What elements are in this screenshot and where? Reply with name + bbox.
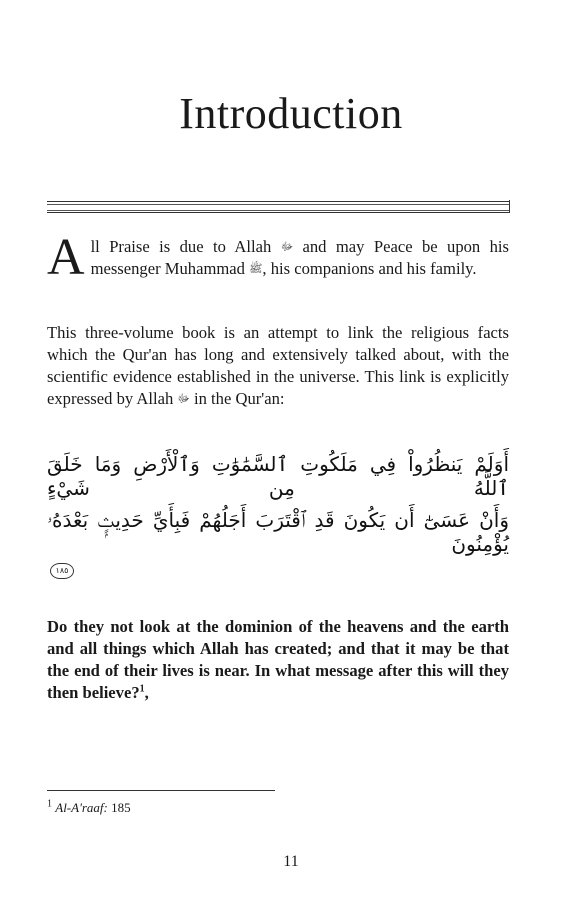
intro-text-b: and may Peace be upon his messenger Muhammad [90, 237, 509, 278]
footnote-reference[interactable]: 1 [139, 683, 145, 695]
verse-number-marker: ١٨٥ [50, 563, 74, 579]
decorative-rule-endcap [509, 200, 511, 213]
footnote [47, 800, 131, 816]
translation-trail: , [144, 683, 149, 702]
honorific-glyph-allah: ﷻ [280, 241, 294, 253]
drop-cap: A [47, 229, 85, 286]
intro-paragraph [47, 229, 509, 286]
arabic-verse-line-1: أَوَلَمْ يَنظُرُواْ فِي مَلَكُوتِ ٱلسَّمَٰوَٰتِ وَٱلْأَرْضِ وَمَا خَلَقَ ٱللَّهُ مِن شَيْءٍ [47, 452, 509, 500]
arabic-verse-line-2: وَأَنْ عَسَىٰٓ أَن يَكُونَ قَدِ ٱقْتَرَبَ أَجَلُهُمْ فَبِأَيِّ حَدِيثٍۭ بَعْدَهُۥ يُؤْمِنُونَ [47, 508, 509, 556]
purpose-paragraph [47, 322, 509, 410]
footnote-divider [47, 790, 275, 791]
decorative-rule-inner [47, 204, 509, 211]
page-number: 11 [283, 853, 299, 870]
honorific-glyph-prophet: ﷺ [249, 263, 263, 275]
footnote-verse: 185 [107, 800, 131, 815]
intro-text-a: ll Praise is due to Allah [90, 237, 272, 256]
purpose-text-b: in the Qur'an: [189, 389, 285, 408]
page-title: Introduction [179, 89, 403, 138]
footnote-marker: 1 [47, 798, 52, 810]
honorific-glyph-allah-2: ﷻ [177, 393, 190, 405]
translation-text: Do they not look at the dominion of the heavens and the earth and all things which Allah has created; and that it may be that the end of their lives is near. In what message after this will they then believe? [47, 617, 509, 702]
decorative-rule [47, 201, 509, 213]
verse-translation [47, 616, 509, 704]
footnote-source: Al-A'raaf: [55, 800, 108, 815]
intro-text-c: , his companions and his family. [262, 259, 477, 278]
purpose-text-a: This three-volume book is an attempt to link the religious facts which the Qur'an has long and extensively talked about, with the scientific evidence established in the universe. This link is explicitly expressed by Allah [47, 323, 509, 408]
